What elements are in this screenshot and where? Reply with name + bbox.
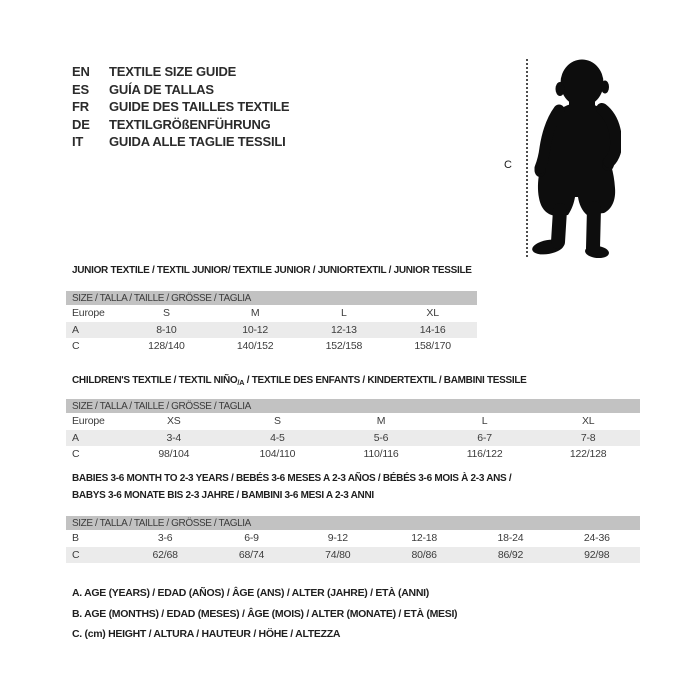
section-title-text: CHILDREN'S TEXTILE / TEXTIL NIÑO xyxy=(72,375,238,386)
row-label-cell: B xyxy=(72,532,79,545)
size-value-cell: 140/152 xyxy=(236,340,274,353)
size-value-cell: 24-36 xyxy=(583,532,610,545)
row-label-cell: C xyxy=(72,548,80,561)
size-value-cell: L xyxy=(481,415,488,428)
size-value-cell: 122/128 xyxy=(569,448,607,461)
size-value-cell: 74/80 xyxy=(325,548,351,561)
row-label-cell: Europe xyxy=(72,307,105,320)
size-value-cell: 116/122 xyxy=(466,448,503,461)
size-value-cell: 12-13 xyxy=(330,323,357,336)
language-code: EN xyxy=(72,64,90,80)
language-code: DE xyxy=(72,116,90,132)
table-row-europe xyxy=(66,413,640,430)
size-value-cell: 18-24 xyxy=(497,532,524,545)
language-code: FR xyxy=(72,99,89,115)
section-title-children xyxy=(72,373,527,392)
size-value-cell: 158/170 xyxy=(414,340,451,353)
size-value-cell: 3-6 xyxy=(157,532,173,545)
size-value-cell: M xyxy=(376,415,386,428)
size-value-cell: 6-7 xyxy=(477,431,492,444)
language-code: ES xyxy=(72,81,89,97)
section-title-junior: JUNIOR TEXTILE / TEXTIL JUNIOR/ TEXTILE JUNIOR / JUNIORTEXTIL / JUNIOR TESSILE xyxy=(72,265,472,276)
legend-note-a: A. AGE (YEARS) / EDAD (AÑOS) / ÂGE (ANS) / ALTER (JAHRE) / ETÀ (ANNI) xyxy=(72,587,429,600)
table-row-height xyxy=(66,446,640,463)
size-value-cell: XL xyxy=(426,307,439,320)
language-item-fr xyxy=(72,98,289,116)
table-header-bar: SIZE / TALLA / TAILLE / GRÖSSE / TAGLIA xyxy=(66,291,477,305)
size-value-cell: 14-16 xyxy=(419,323,446,336)
language-item-en xyxy=(72,63,289,81)
size-value-cell: 8-10 xyxy=(156,323,177,336)
language-label: GUÍA DE TALLAS xyxy=(109,81,214,97)
junior-size-table xyxy=(66,291,477,355)
table-row-height xyxy=(66,547,640,564)
table-header-bar: SIZE / TALLA / TAILLE / GRÖSSE / TAGLIA xyxy=(66,516,640,530)
size-value-cell: 128/140 xyxy=(148,340,185,353)
row-label-cell: C xyxy=(72,340,80,353)
size-value-cell: 92/98 xyxy=(584,548,610,561)
height-measure-dotted-line xyxy=(526,59,528,257)
language-label: GUIDA ALLE TAGLIE TESSILI xyxy=(109,134,286,150)
table-row-age-years xyxy=(66,322,477,339)
size-value-cell: XL xyxy=(581,415,595,428)
row-label-cell: A xyxy=(72,431,79,444)
section-title-line1: BABIES 3-6 MONTH TO 2-3 YEARS / BEBÉS 3-6 MESES A 2-3 AÑOS / BÉBÉS 3-6 MOIS À 2-3 ANS / xyxy=(72,473,512,484)
section-title-babies xyxy=(72,471,511,504)
size-value-cell: 62/68 xyxy=(152,548,178,561)
size-value-cell: 5-6 xyxy=(373,431,389,444)
row-label-cell: A xyxy=(72,323,79,336)
language-item-de xyxy=(72,116,289,134)
toddler-silhouette-icon xyxy=(531,58,621,258)
table-row-age-months xyxy=(66,530,640,547)
language-label: TEXTILGRÖßENFÜHRUNG xyxy=(109,116,271,132)
size-value-cell: 98/104 xyxy=(158,448,190,461)
size-value-cell: 86/92 xyxy=(497,548,524,561)
size-value-cell: 68/74 xyxy=(238,548,265,561)
size-value-cell: XS xyxy=(166,415,181,428)
language-item-es xyxy=(72,81,289,99)
size-value-cell: 12-18 xyxy=(411,532,438,545)
size-value-cell: 9-12 xyxy=(327,532,348,545)
size-value-cell: 152/158 xyxy=(325,340,363,353)
size-value-cell: M xyxy=(250,307,260,320)
height-measure-label: C xyxy=(504,159,512,171)
size-value-cell: 110/116 xyxy=(363,448,399,461)
size-value-cell: L xyxy=(341,307,347,320)
language-label: TEXTILE SIZE GUIDE xyxy=(109,64,237,80)
language-item-it xyxy=(72,133,289,151)
size-value-cell: 10-12 xyxy=(242,323,269,336)
size-value-cell: 6-9 xyxy=(244,532,259,545)
size-value-cell: 3-4 xyxy=(166,431,182,444)
size-value-cell: 80/86 xyxy=(411,548,437,561)
section-title-line2: BABYS 3-6 MONATE BIS 2-3 JAHRE / BAMBINI 3-6 MESI A 2-3 ANNI xyxy=(72,489,374,501)
section-title-text: / TEXTILE DES ENFANTS / KINDERTEXTIL / BAMBINI TESSILE xyxy=(244,375,527,386)
size-value-cell: S xyxy=(162,307,170,320)
language-list xyxy=(72,63,289,151)
children-size-table xyxy=(66,399,640,463)
table-row-age-years xyxy=(66,430,640,447)
size-value-cell: 104/110 xyxy=(259,448,296,461)
table-row-height xyxy=(66,338,477,355)
language-code: IT xyxy=(72,134,84,150)
babies-size-table xyxy=(66,516,640,563)
legend-note-b: B. AGE (MONTHS) / EDAD (MESES) / ÂGE (MOIS) / ALTER (MONATE) / ETÀ (MESI) xyxy=(72,607,458,620)
row-label-cell: Europe xyxy=(72,415,105,428)
table-row-europe xyxy=(66,305,477,322)
legend-notes xyxy=(72,583,457,645)
legend-note-c: C. (cm) HEIGHT / ALTURA / HAUTEUR / HÖHE / ALTEZZA xyxy=(72,628,341,641)
language-label: GUIDE DES TAILLES TEXTILE xyxy=(109,99,290,115)
size-value-cell: S xyxy=(273,415,281,428)
size-value-cell: 4-5 xyxy=(270,431,285,444)
row-label-cell: C xyxy=(72,448,80,461)
table-header-bar: SIZE / TALLA / TAILLE / GRÖSSE / TAGLIA xyxy=(66,399,640,413)
section-title-subscript: /A xyxy=(237,378,245,387)
size-value-cell: 7-8 xyxy=(580,431,596,444)
